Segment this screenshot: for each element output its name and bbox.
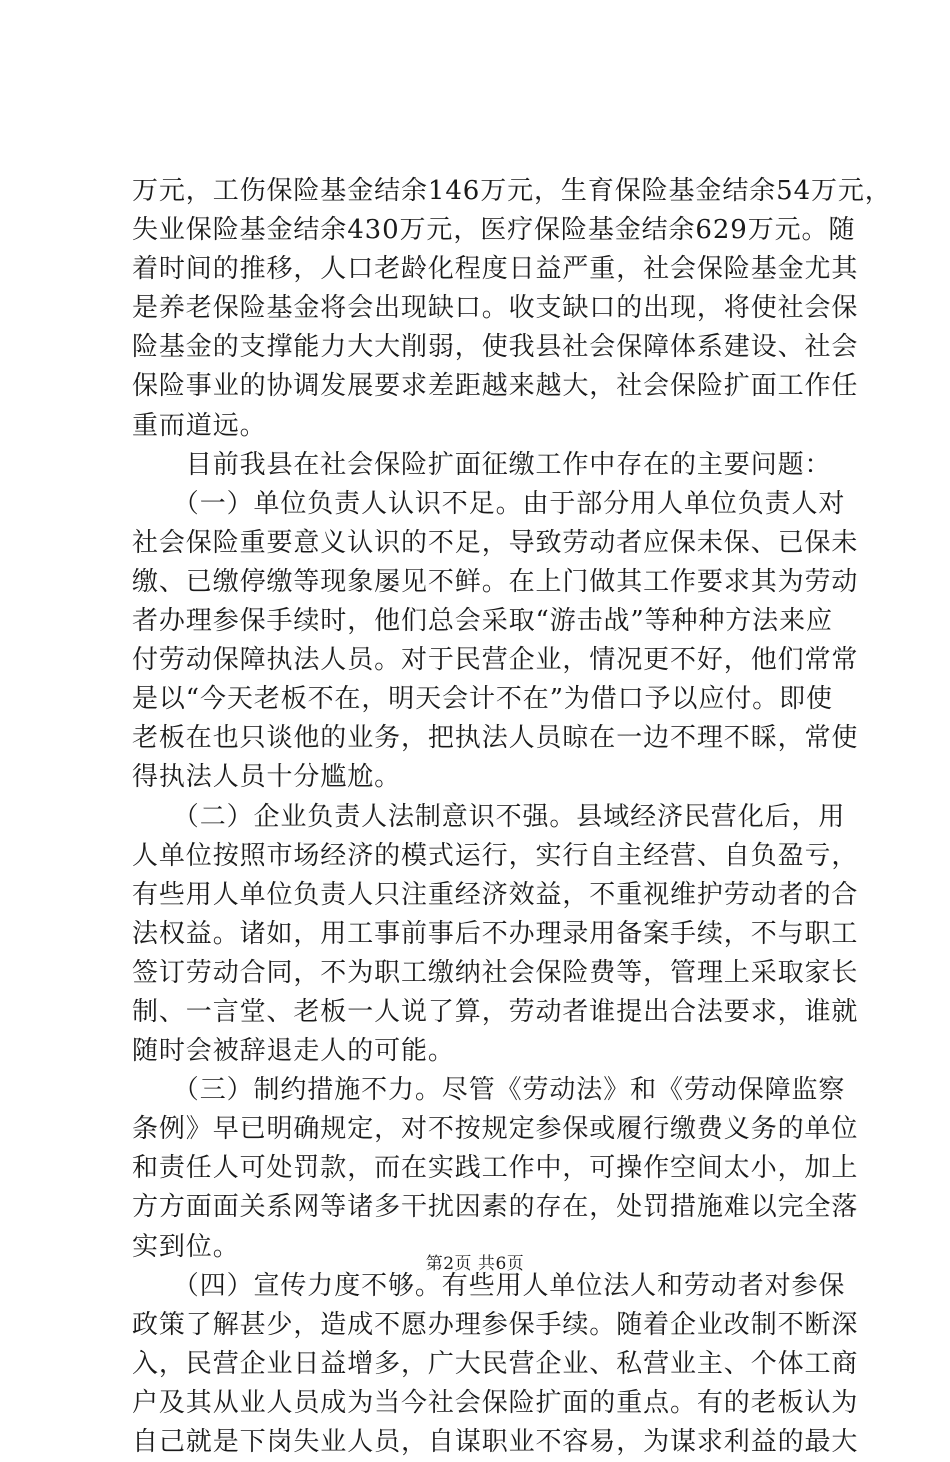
- text-line: 户及其从业人员成为当今社会保险扩面的重点。有的老板认为: [132, 1387, 859, 1418]
- text-line: 保险事业的协调发展要求差距越来越大，社会保险扩面工作任: [132, 371, 859, 402]
- text-line: 着时间的推移，人口老龄化程度日益严重，社会保险基金尤其: [132, 254, 859, 285]
- text-line: 有些用人单位负责人只注重经济效益，不重视维护劳动者的合: [132, 879, 859, 910]
- text-line: 条例》早已明确规定，对不按规定参保或履行缴费义务的单位: [132, 1114, 859, 1145]
- text-line: 政策了解甚少，造成不愿办理参保手续。随着企业改制不断深: [132, 1309, 859, 1340]
- text-line: 方方面面关系网等诸多干扰因素的存在，处罚措施难以完全落: [132, 1192, 859, 1223]
- text-line: 目前我县在社会保险扩面征缴工作中存在的主要问题：: [132, 449, 832, 480]
- text-line: 社会保险重要意义认识的不足，导致劳动者应保未保、已保未: [132, 527, 859, 558]
- text-line: （四）宣传力度不够。有些用人单位法人和劳动者对参保: [132, 1270, 846, 1301]
- text-line: （二）企业负责人法制意识不强。县域经济民营化后，用: [132, 801, 846, 832]
- text-line: 入，民营企业日益增多，广大民营企业、私营业主、个体工商: [132, 1348, 859, 1379]
- text-line: 险基金的支撑能力大大削弱，使我县社会保障体系建设、社会: [132, 332, 859, 363]
- text-line: 自己就是下岗失业人员，自谋职业不容易，为谋求利益的最大: [132, 1427, 859, 1457]
- text-line: 得执法人员十分尴尬。: [132, 762, 402, 793]
- text-line: 失业保险基金结余430万元，医疗保险基金结余629万元。随: [132, 215, 856, 246]
- text-line: 制、一言堂、老板一人说了算，劳动者谁提出合法要求，谁就: [132, 996, 859, 1027]
- text-line: 是以“今天老板不在，明天会计不在”为借口予以应付。即使: [132, 684, 833, 715]
- text-line: （三）制约措施不力。尽管《劳动法》和《劳动保障监察: [132, 1075, 846, 1106]
- text-line: 随时会被辞退走人的可能。: [132, 1036, 455, 1067]
- text-line: 人单位按照市场经济的模式运行，实行自主经营、自负盈亏，: [132, 840, 859, 871]
- text-line: 万元，工伤保险基金结余146万元，生育保险基金结余54万元，: [132, 176, 892, 206]
- text-line: 缴、已缴停缴等现象屡见不鲜。在上门做其工作要求其为劳动: [132, 566, 859, 597]
- text-line: 和责任人可处罚款，而在实践工作中，可操作空间太小，加上: [132, 1153, 859, 1184]
- text-line: 签订劳动合同，不为职工缴纳社会保险费等，管理上采取家长: [132, 957, 859, 988]
- text-line: 法权益。诸如，用工事前事后不办理录用备案手续，不与职工: [132, 918, 859, 949]
- text-line: 付劳动保障执法人员。对于民营企业，情况更不好，他们常常: [132, 645, 859, 676]
- text-line: 者办理参保手续时，他们总会采取“游击战”等种种方法来应: [132, 606, 833, 637]
- text-line: 老板在也只谈他的业务，把执法人员晾在一边不理不睬，常使: [132, 723, 859, 754]
- text-line: 实到位。: [132, 1231, 240, 1262]
- text-line: 是养老保险基金将会出现缺口。收支缺口的出现，将使社会保: [132, 293, 859, 324]
- text-line: 重而道远。: [132, 410, 267, 441]
- page-footer: 第2页 共6页: [425, 1254, 525, 1274]
- text-line: （一）单位负责人认识不足。由于部分用人单位负责人对: [132, 488, 846, 519]
